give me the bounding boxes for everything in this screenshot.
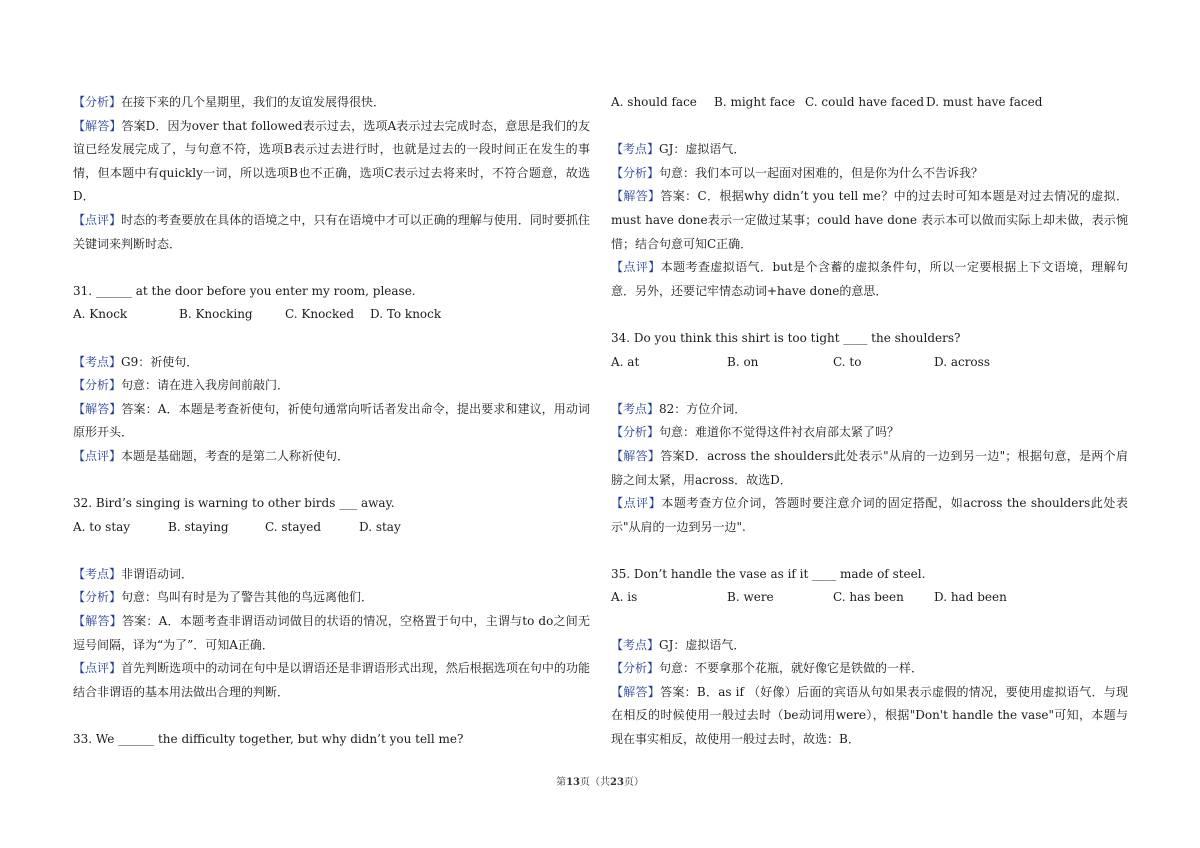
analysis-text: 句意：我们本可以一起面对困难的，但是你为什么不告诉我？	[659, 165, 984, 180]
q35-analysis	[611, 657, 1128, 681]
comment-text: 本题是基础题，考查的是第二人称祈使句．	[121, 448, 350, 463]
option-c: C. has been	[833, 590, 904, 605]
q33-analysis	[611, 162, 1128, 186]
right-column	[611, 91, 1128, 752]
q35-question: 35. Don’t handle the vase as if it ____ made of steel.	[611, 566, 926, 581]
option-d: D. had been	[934, 590, 1007, 605]
option-b: B. Knocking	[179, 307, 253, 322]
key-point-text: 非谓语动词．	[121, 566, 194, 581]
footer-middle: 页（共	[580, 777, 610, 788]
option-a: A. should face	[611, 95, 697, 109]
option-c: C. Knocked	[285, 307, 355, 322]
option-a: A. at	[611, 354, 640, 369]
q30-comment	[73, 209, 590, 256]
solution-tag: 【解答】	[611, 189, 661, 204]
page-footer	[0, 773, 1200, 788]
left-column	[73, 91, 590, 752]
solution-text: 答案：B．as if （好像）后面的宾语从句如果表示虚假的情况，要使用虚拟语气．与现在相反的时候使用一般过去时（be动词用were），根据"Don't handle the vase"可知，本题与现在事实相反，故使用一般过去时，故选：B．	[611, 684, 1128, 747]
option-b: B. might face	[714, 95, 796, 109]
q34-solution	[611, 445, 1128, 492]
page-number: 13	[566, 777, 580, 788]
analysis-text: 在接下来的几个星期里，我们的友谊发展得很快．	[121, 95, 386, 109]
q31-options	[73, 303, 590, 327]
key-point-text: GJ：虚拟语气．	[659, 142, 746, 157]
key-point-text: 82：方位介词．	[659, 401, 747, 416]
analysis-tag: 【分析】	[611, 661, 660, 676]
comment-text: 本题考查虚拟语气．but是个含蓄的虚拟条件句，所以一定要根据上下文语境，理解句意．另外，还要记牢情态动词+have done的意思．	[611, 260, 1128, 298]
option-d: D. across	[934, 354, 990, 369]
footer-prefix: 第	[556, 777, 567, 788]
q31-question: 31. ______ at the door before you enter my room, please.	[73, 283, 416, 298]
q31-key-point	[73, 351, 590, 375]
option-c: C. to	[833, 354, 862, 369]
q33-solution	[611, 185, 1128, 256]
option-c: C. stayed	[265, 519, 322, 534]
solution-tag: 【解答】	[73, 614, 122, 629]
q32-comment	[73, 657, 590, 704]
key-point-text: GJ：虚拟语气．	[659, 637, 746, 652]
q32-analysis	[73, 586, 590, 610]
comment-tag: 【点评】	[73, 661, 122, 676]
q33-options	[611, 91, 1128, 115]
q34-key-point	[611, 398, 1128, 422]
solution-tag: 【解答】	[611, 684, 661, 699]
key-point-tag: 【考点】	[611, 401, 660, 416]
key-point-tag: 【考点】	[73, 566, 122, 581]
comment-text: 本题考查方位介词，答题时要注意介词的固定搭配，如across the shoulders此处表示"从肩的一边到另一边".	[611, 496, 1128, 534]
key-point-text: G9：祈使句．	[121, 354, 199, 369]
option-c: C. could have faced	[805, 95, 925, 109]
q30-solution	[73, 115, 590, 209]
option-d: D. To knock	[370, 307, 442, 322]
comment-tag: 【点评】	[73, 212, 122, 227]
total-pages: 23	[610, 777, 624, 788]
analysis-tag: 【分析】	[611, 165, 660, 180]
option-a: A. Knock	[73, 307, 128, 322]
analysis-text: 句意：不要拿那个花瓶，就好像它是铁做的一样．	[659, 661, 924, 676]
analysis-tag: 【分析】	[611, 425, 660, 440]
solution-tag: 【解答】	[611, 448, 661, 463]
solution-tag: 【解答】	[73, 118, 122, 133]
solution-text: 答案D．across the shoulders此处表示"从肩的一边到另一边"；根据句意，是两个肩膀之间太紧，用across．故选D．	[611, 448, 1128, 487]
analysis-tag: 【分析】	[73, 378, 122, 393]
q32-options	[73, 516, 590, 540]
solution-text: 答案：A．本题考查非谓语动词做目的状语的情况，空格置于句中，主谓与to do之间无逗号间隔，译为“为了”．可知A正确．	[73, 614, 590, 652]
option-d: D. stay	[359, 519, 401, 534]
analysis-text: 句意：难道你不觉得这件衬衣肩部太紧了吗？	[659, 425, 900, 440]
q35-options	[611, 586, 1128, 610]
q35-solution	[611, 681, 1128, 752]
q34-analysis	[611, 421, 1128, 445]
q31-solution	[73, 398, 590, 445]
q32-solution	[73, 610, 590, 657]
q35-key-point	[611, 634, 1128, 658]
q34-question: 34. Do you think this shirt is too tight ____ the shoulders?	[611, 330, 961, 345]
option-a: A. to stay	[73, 519, 131, 534]
q31-analysis	[73, 374, 590, 398]
q34-options	[611, 351, 1128, 375]
footer-suffix: 页）	[623, 777, 644, 788]
option-b: B. were	[727, 590, 774, 605]
comment-tag: 【点评】	[73, 448, 122, 463]
solution-text: 答案D．因为over that followed表示过去，选项A表示过去完成时态，意思是我们的友谊已经发展完成了，与句意不符，选项B表示过去进行时，也就是过去的一段时间正在发生的事情，但本题中有quickly一词，所以选项B也不正确，选项C表示过去将来时，不符合题意，故选D．	[73, 118, 590, 204]
option-b: B. staying	[168, 519, 229, 534]
comment-text: 时态的考查要放在具体的语境之中，只有在语境中才可以正确的理解与使用．同时要抓住关键词来判断时态．	[73, 212, 590, 251]
option-b: B. on	[727, 354, 759, 369]
analysis-tag: 【分析】	[73, 590, 122, 605]
option-d: D. must have faced	[926, 95, 1043, 109]
solution-text: 答案：A．本题是考查祈使句，祈使句通常向听话者发出命令，提出要求和建议，用动词原形开头．	[73, 401, 590, 440]
solution-text: 答案：C．根据why didn’t you tell me？中的过去时可知本题是对过去情况的虚拟．must have done表示一定做过某事；could have done 表示本可以做而实际上却未做，表示惋惜；结合句意可知C正确．	[611, 189, 1128, 251]
comment-text: 首先判断选项中的动词在句中是以谓语还是非谓语形式出现，然后根据选项在句中的功能结合非谓语的基本用法做出合理的判断．	[73, 661, 590, 699]
q32-key-point	[73, 563, 590, 587]
analysis-text: 句意：鸟叫有时是为了警告其他的鸟远离他们．	[121, 590, 374, 605]
analysis-text: 句意：请在进入我房间前敲门．	[121, 378, 290, 393]
q32-question: 32. Bird’s singing is warning to other birds ___ away.	[73, 496, 395, 511]
comment-tag: 【点评】	[611, 496, 662, 511]
key-point-tag: 【考点】	[73, 354, 122, 369]
key-point-tag: 【考点】	[611, 142, 660, 157]
analysis-tag: 【分析】	[73, 95, 122, 109]
solution-tag: 【解答】	[73, 401, 122, 416]
q33-question: 33. We ______ the difficulty together, but why didn’t you tell me?	[73, 732, 464, 747]
q34-comment	[611, 492, 1128, 539]
q31-comment	[73, 445, 590, 469]
q33-key-point	[611, 138, 1128, 162]
option-a: A. is	[611, 590, 638, 605]
q30-analysis	[73, 91, 590, 115]
key-point-tag: 【考点】	[611, 637, 660, 652]
q33-comment	[611, 256, 1128, 303]
comment-tag: 【点评】	[611, 260, 661, 275]
